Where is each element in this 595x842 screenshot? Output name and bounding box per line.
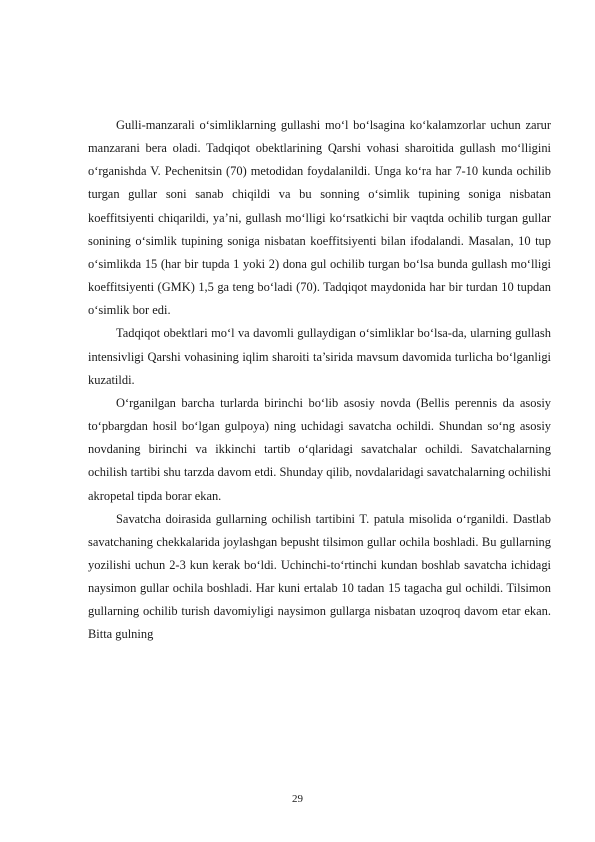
page-number: 29: [292, 793, 303, 805]
paragraph-gullar-ochilish-tartibi: Savatcha doirasida gullarning ochilish tartibini T. patula misolida o‘rganildi. Dastlab savatchaning chekkalarida joylashgan bepusht tilsimon gullar ochila boshladi. Bu gullarning yozilishi uchun 2-3 kun kerak bo‘ldi. Uchinchi-to‘rtinchi kundan boshlab savatcha ichidagi naysimon gullar ochila boshladi. Har kuni ertalab 10 tadan 15 tagacha gul ochildi. Tilsimon gullarning ochilib turish davomiyligi naysimon gullarga nisbatan uzoqroq davom etar ekan. Bitta gulning: [88, 511, 551, 642]
paragraph-gullash-intensivligi: Tadqiqot obektlari mo‘l va davomli gullaydigan o‘simliklar bo‘lsa-da, ularning gullash intensivligi Qarshi vohasining iqlim sharoiti ta’sirida mavsum davomida turlicha bo‘lganligi kuzatildi.: [88, 326, 551, 387]
paragraph-savatcha-ochilishi: O‘rganilgan barcha turlarda birinchi bo‘lib asosiy novda (Bellis perennis da asosiy to‘pbargdan hosil bo‘lgan gulpoya) ning uchidagi savatcha ochildi. Shundan so‘ng asosiy novdaning birinchi va ikkinchi tartib o‘qlaridagi savatchalar ochildi. Savatchalarning ochilish tartibi shu tarzda davom etdi. Shunday qilib, novdalaridagi savatchalarning ochilishi akropetal tipda borar ekan.: [88, 395, 551, 503]
paragraph-gullash-molligi: Gulli-manzarali o‘simliklarning gullashi mo‘l bo‘lsagina ko‘kalamzorlar uchun zarur manzarani bera oladi. Tadqiqot obektlarining Qarshi vohasi sharoitida gullash mo‘lligini o‘rganishda V. Pechenitsin (70) metodidan foydalanildi. Unga ko‘ra har 7-10 kunda ochilib turgan gullar soni sanab chiqildi va bu sonning o‘simlik tupining soniga nisbatan koeffitsiyenti chiqarildi, ya’ni, gullash mo‘lligi ko‘rsatkichi bir vaqtda ochilib turgan gullar sonining o‘simlik tupining soniga nisbatan koeffitsiyenti bilan ifodalandi. Masalan, 10 tup o‘simlikda 15 (har bir tupda 1 yoki 2) dona gul ochilib turgan bo‘lsa bunda gullash mo‘lligi koeffitsiyenti (GMK) 1,5 ga teng bo‘ladi (70). Tadqiqot maydonida har bir turdan 10 tupdan o‘simlik bor edi.: [88, 118, 551, 318]
body-text: [88, 114, 551, 647]
